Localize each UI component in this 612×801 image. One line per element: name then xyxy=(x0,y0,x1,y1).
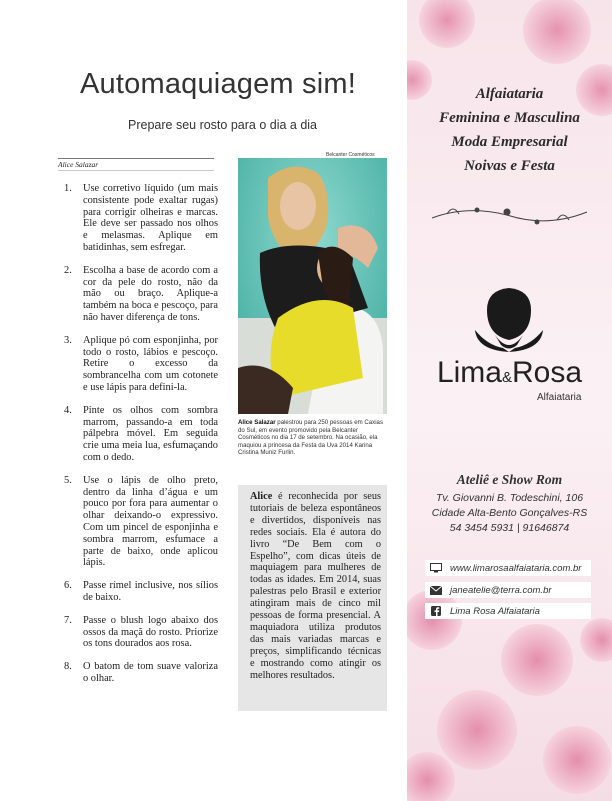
mail-icon xyxy=(429,585,443,596)
list-item xyxy=(58,405,218,464)
step-text: Use o lápis de olho preto, dentro da linha d’água e um pouco por fora para aumentar o olhar deixando-o expressivo. Com um pincel de esponjinha e sombra marrom, esfumace a parte de baixo, onde aplicou lápis. xyxy=(83,474,218,569)
ad-line-empresarial: Moda Empresarial xyxy=(451,134,568,150)
brand-name xyxy=(407,356,612,390)
bio-name: Alice xyxy=(250,491,273,502)
list-item xyxy=(58,615,218,650)
address-phones: 54 3454 5931 | 91646874 xyxy=(449,522,570,534)
list-item xyxy=(58,265,218,324)
brand-amp: & xyxy=(501,369,512,386)
step-text: Passe rímel inclusive, nos sílios de baixo. xyxy=(83,580,218,603)
address-street: Tv. Giovanni B. Todeschini, 106 xyxy=(435,492,584,504)
ad-line-noivas: Noivas e Festa xyxy=(464,158,555,174)
list-item xyxy=(58,183,218,254)
facebook-icon xyxy=(429,606,443,617)
list-item xyxy=(58,475,218,569)
step-number: 1. xyxy=(64,183,72,194)
step-text: Pinte os olhos com sombra marrom, passando-a em toda pálpebra móvel. Em seguida crie uma meia lua, esfumaçando com o dedo. xyxy=(83,404,218,463)
caption-name: Alice Salazar xyxy=(238,419,276,426)
list-item xyxy=(58,580,218,604)
step-number: 7. xyxy=(64,614,72,626)
step-text: Aplique pó com esponjinha, por todo o rosto, lábios e pescoço. Retire o excesso da sombrancelha com um cotonete e use lápis para defini-la. xyxy=(83,334,218,393)
contact-email[interactable] xyxy=(425,582,591,598)
brand-right: Rosa xyxy=(512,356,583,389)
steps-list xyxy=(58,183,218,696)
email-link[interactable]: janeatelie@terra.com.br xyxy=(450,584,552,596)
step-number: 5. xyxy=(64,474,72,486)
step-number: 8. xyxy=(64,661,72,673)
ad-line-alfaiataria: Alfaiataria xyxy=(475,86,544,102)
author-byline: Alice Salazar xyxy=(58,158,214,171)
brand-left: Lima xyxy=(436,356,502,389)
photo-credit: Belcanter Cosméticos xyxy=(326,152,375,158)
article-subtitle: Prepare seu rosto para o dia a dia xyxy=(128,118,318,132)
caption-text: palestrou para 250 pessoas em Caxias do Sul, em evento promovido pela Belcanter Cosméticos no dia 17 de setembro. Na ocasião, ela maquiou a princesa da Festa da Uva 2014 Karina Cristina Muniz Furlin. xyxy=(238,419,383,457)
step-text: Use corretivo líquido (um mais consistente pode exaltar rugas) para corrigir olheiras e marcas. Ele deve ser passado nos olhos e melasmas. Aplique em batidinhas, sem esfregar. xyxy=(83,183,218,253)
contact-facebook[interactable] xyxy=(425,603,591,619)
step-text: Passe o blush logo abaixo dos ossos da maçã do rosto. Priorize os tons dourados aos rosa. xyxy=(83,614,218,650)
monitor-icon xyxy=(429,563,443,574)
brand-subtitle: Alfaiataria xyxy=(537,392,582,403)
step-number: 2. xyxy=(64,264,72,276)
advertisement xyxy=(407,0,612,801)
bio-box xyxy=(238,485,387,711)
step-number: 4. xyxy=(64,404,72,416)
atelie-heading: Ateliê e Show Rom xyxy=(456,472,563,487)
facebook-link[interactable]: Lima Rosa Alfaiataria xyxy=(450,605,540,617)
website-link[interactable]: www.limarosaalfaiataria.com.br xyxy=(450,562,582,574)
list-item xyxy=(58,661,218,685)
step-text: O batom de tom suave valoriza o olhar. xyxy=(83,661,218,684)
photo-caption xyxy=(238,419,388,457)
contact-website[interactable] xyxy=(425,560,591,576)
address-city: Cidade Alta-Bento Gonçalves-RS xyxy=(431,507,588,519)
ad-line-feminina: Feminina e Masculina xyxy=(439,110,580,126)
step-number: 6. xyxy=(64,580,72,592)
bio-text: é reconhecida por seus tutoriais de beleza espontâneos e divertidos, disponíveis nas redes sociais. Ela é autora do livro “De Bem com o Espelho”, com dicas úteis de maquiagem para mulheres de todas as idades. Em 2014, suas palestras pelo Brasil e exterior atingiram mais de cinco mil pessoas de forma presencial. A maquiadora utiliza produtos das mais variadas marcas e preços, simplificando técnicas e mostrando como atingir os melhores resultados. xyxy=(250,491,381,681)
makeup-photo xyxy=(238,158,387,414)
step-number: 3. xyxy=(64,334,72,346)
step-text: Escolha a base de acordo com a cor da pele do rosto, não da mão ou braço. Aplique-a também na boca e pescoço, para não haver diferença de tons. xyxy=(83,264,218,323)
list-item xyxy=(58,335,218,394)
article-title: Automaquiagem sim! xyxy=(80,68,356,100)
